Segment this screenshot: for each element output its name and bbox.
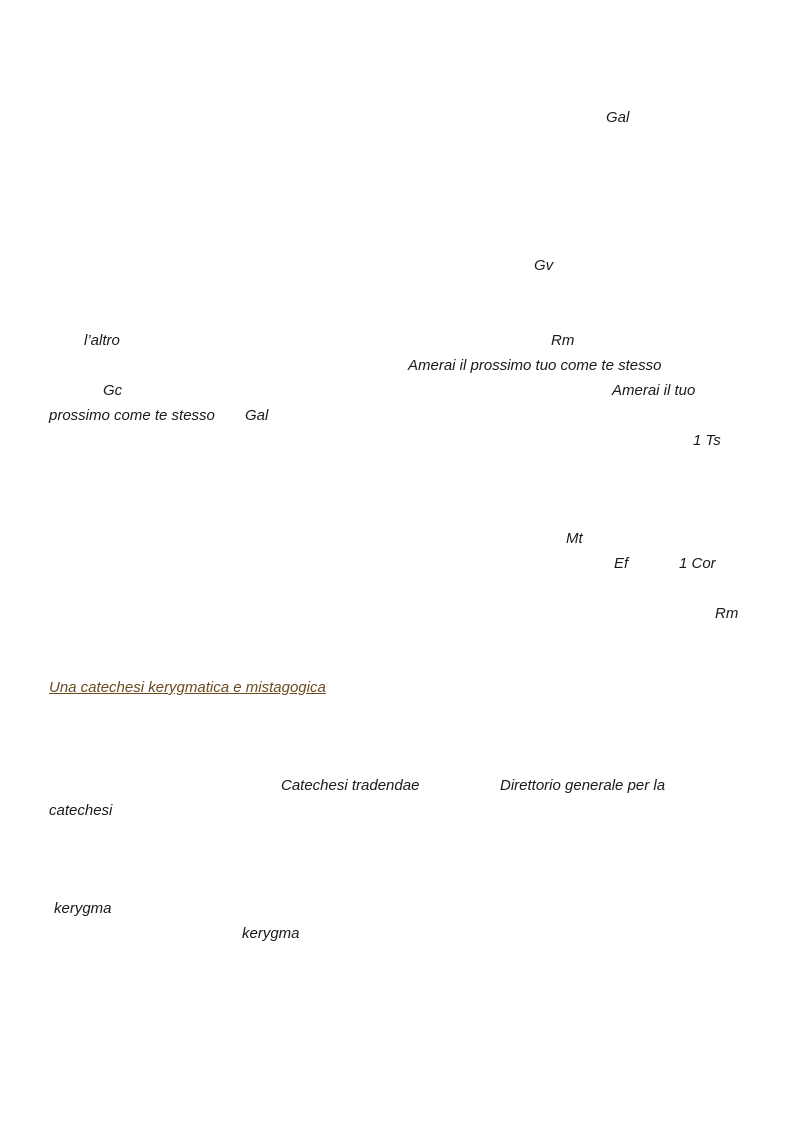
italic-term-laltro: l’altro [84, 332, 120, 349]
citation-1ts: 1 Ts [693, 432, 721, 449]
citation-gal: Gal [606, 109, 630, 126]
citation-gal-2: Gal [245, 407, 269, 424]
section-heading-link[interactable]: Una catechesi kerygmatica e mistagogica [49, 679, 326, 696]
quote-amerai-start: Amerai il tuo [612, 382, 696, 399]
citation-1cor: 1 Cor [679, 555, 716, 572]
title-direttorio-end: catechesi [49, 802, 113, 819]
citation-mt: Mt [566, 530, 583, 547]
citation-gc: Gc [103, 382, 123, 399]
term-kerygma-2: kerygma [242, 925, 300, 942]
citation-ef: Ef [614, 555, 629, 572]
title-catechesi-tradendae: Catechesi tradendae [281, 777, 420, 794]
citation-rm-2: Rm [715, 605, 739, 622]
citation-rm: Rm [551, 332, 575, 349]
quote-amerai: Amerai il prossimo tuo come te stesso [408, 357, 662, 374]
term-kerygma: kerygma [54, 900, 112, 917]
title-direttorio-start: Direttorio generale per la [500, 777, 666, 794]
citation-gv: Gv [534, 257, 554, 274]
quote-amerai-end: prossimo come te stesso [49, 407, 215, 424]
